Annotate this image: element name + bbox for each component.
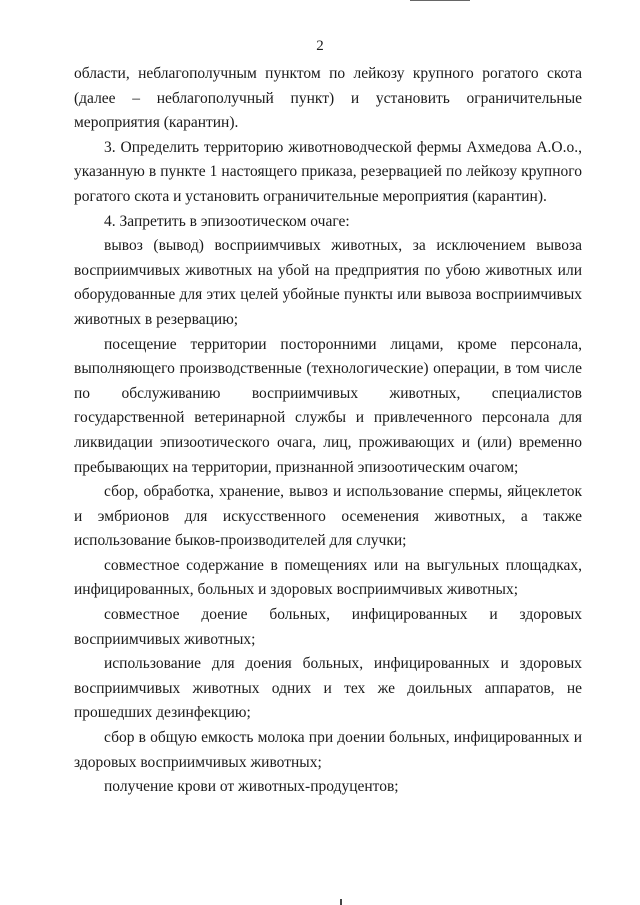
prohibition-visits: посещение территории посторонними лицами, кроме персонала, выполняющего производственные (технологические) операции, в том числе по обслуживанию восприимчивых животных, специалистов государственной ветеринарной службы и привлеченного персонала для ликвидации эпизоотического очага, лиц, проживающих и (или) временно пребывающих на территории, признанной эпизоотическим очагом;: [74, 335, 582, 476]
prohibition-joint-milking: совместное доение больных, инфицированных и здоровых восприимчивых животных;: [74, 606, 582, 648]
paragraph-continuation: области, неблагополучным пунктом по лейкозу крупного рогатого скота (далее – неблагополучный пункт) и установить ограничительные мероприятия (карантин).: [74, 65, 582, 132]
prohibition-blood-collection: получение крови от животных-продуцентов;: [104, 778, 399, 796]
prohibition-insemination: сбор, обработка, хранение, вывоз и использование спермы, яйцеклеток и эмбрионов для искусственного осеменения животных, а также использование быков-производителей для случки;: [74, 483, 582, 550]
scan-artifact-bottom: [340, 899, 342, 905]
prohibition-milk-collection: сбор в общую емкость молока при доении больных, инфицированных и здоровых восприимчивых животных;: [74, 729, 582, 771]
document-body: [74, 62, 582, 800]
prohibition-export: вывоз (вывод) восприимчивых животных, за исключением вывоза восприимчивых животных на убой на предприятия по убою животных или оборудованные для этих целей убойные пункты или вывоза восприимчивых животных в резервацию;: [74, 237, 582, 328]
page-number: 2: [316, 38, 324, 54]
prohibition-shared-apparatus: использование для доения больных, инфицированных и здоровых восприимчивых животных одних и тех же доильных аппаратов, не прошедших дезинфекцию;: [74, 655, 582, 722]
paragraph-item-4: 4. Запретить в эпизоотическом очаге:: [104, 212, 350, 230]
scan-artifact-top: [410, 0, 470, 1]
paragraph-item-3: 3. Определить территорию животноводческой фермы Ахмедова А.О.о., указанную в пункте 1 настоящего приказа, резервацией по лейкозу крупного рогатого скота и установить ограничительные мероприятия (карантин).: [74, 138, 582, 205]
prohibition-joint-keeping: совместное содержание в помещениях или на выгульных площадках, инфицированных, больных и здоровых восприимчивых животных;: [74, 556, 582, 599]
